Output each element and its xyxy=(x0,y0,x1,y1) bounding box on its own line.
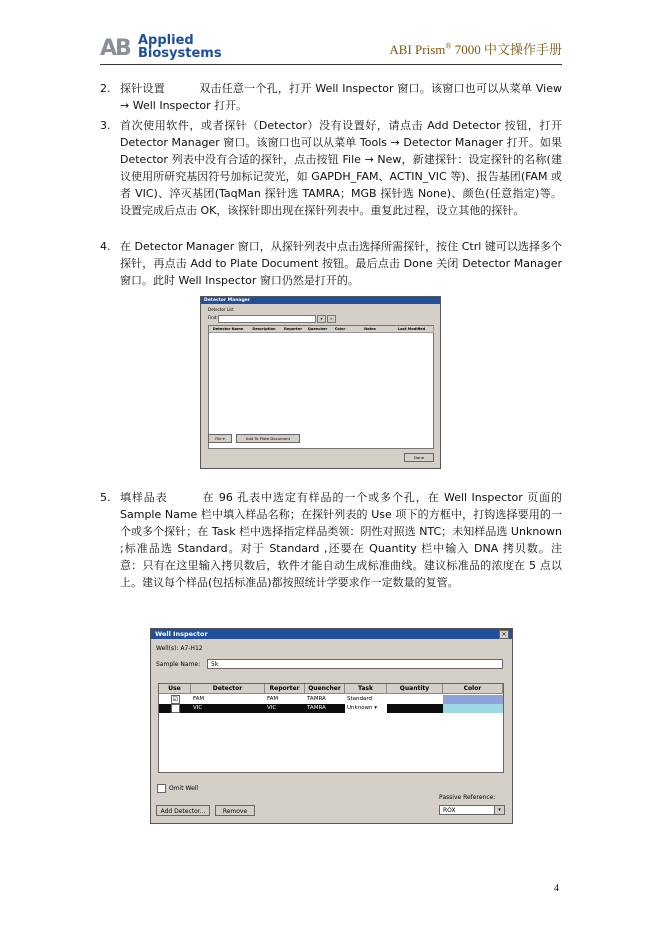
detector-list[interactable] xyxy=(208,325,434,449)
step-heading: 探针设置 xyxy=(120,82,165,95)
file-menu-button[interactable]: File ▾ xyxy=(208,434,232,443)
passive-reference-label: Passive Reference: xyxy=(439,794,496,801)
omit-well-checkbox[interactable] xyxy=(157,784,166,793)
table-row[interactable]: ☑ VIC VIC TAMRA Unknown ▾ xyxy=(159,704,503,713)
sample-name-label: Sample Name: xyxy=(156,661,201,668)
color-swatch[interactable] xyxy=(443,695,503,704)
add-to-plate-document-button[interactable]: Add To Plate Document xyxy=(236,434,300,443)
column-header: Task xyxy=(345,684,387,694)
column-header: Quantity xyxy=(387,684,443,694)
detector-grid xyxy=(158,683,504,773)
table-row[interactable]: ☑ FAM FAM TAMRA Standard xyxy=(159,695,503,704)
column-header[interactable]: Notes xyxy=(350,326,391,333)
column-header[interactable]: Quencher xyxy=(305,326,331,333)
task-select[interactable]: Standard xyxy=(347,696,373,702)
column-header: Use xyxy=(159,684,191,694)
manual-title: ABI Prism® 7000 中文操作手册 xyxy=(389,41,562,57)
column-header[interactable]: Last Modified xyxy=(390,326,434,333)
find-input[interactable] xyxy=(218,315,316,323)
window-title: Detector Manager xyxy=(201,297,440,304)
column-header: Color xyxy=(443,684,503,694)
step-text: 双击任意一个孔，打开 Well Inspector 窗口。该窗口也可以从菜单 View → Well Inspector 打开。 xyxy=(120,82,562,112)
column-header[interactable]: Reporter xyxy=(281,326,306,333)
window-title: Well Inspector xyxy=(151,629,512,639)
well-inspector-window xyxy=(150,628,513,824)
logo-line-1: Applied xyxy=(138,33,194,48)
column-header[interactable]: Detector Name xyxy=(209,326,248,333)
color-swatch[interactable] xyxy=(443,704,503,713)
step-text: 在 96 孔表中选定有样品的一个或多个孔，在 Well Inspector 页面的 Sample Name 栏中填入样品名称；在探针列表的 Use 项下的方框中，打钩选择要用的一个或多个探针；在 Task 栏中选择指定样品类领：阴性对照选 NTC；未知样品选 Unknown ;标准品选 Standard。对于 Standard ,还要在 Quantity 栏中输入 DNA 拷贝数。注 意：只有在这里输入拷贝数后，软件才能自动生成标准曲线。建议标准品的浓度在 5 点以上。建议每个样品(包括标准品)都按照统计学要求作一定数量的复管。 xyxy=(120,491,573,589)
logo-mark: AB xyxy=(100,36,130,61)
sample-name-input[interactable]: 5k xyxy=(207,659,503,669)
use-checkbox[interactable]: ☑ xyxy=(172,696,179,703)
detector-manager-window xyxy=(200,296,441,469)
step-text: 在 Detector Manager 窗口，从探针列表中点击选择所需探针，按住 Ctrl 键可以选择多个探针，再点击 Add to Plate Document 按钮。最后点击 Done 关闭 Detector Manager 窗口。此时 Well Inspector 窗口仍然是打开的。 xyxy=(120,240,562,287)
page-number: 4 xyxy=(554,883,559,894)
done-button[interactable]: Done xyxy=(404,453,434,462)
use-checkbox[interactable]: ☑ xyxy=(172,705,179,712)
add-detector-button[interactable]: Add Detector... xyxy=(156,805,210,816)
find-label: Find: xyxy=(208,315,218,320)
step-heading: 填样品表 xyxy=(120,491,168,504)
column-header: Reporter xyxy=(265,684,305,694)
close-icon[interactable]: × xyxy=(499,630,509,639)
column-header: Quencher xyxy=(305,684,345,694)
passive-reference-select[interactable]: ROX ▾ xyxy=(439,805,505,815)
logo-line-2: Biosystems xyxy=(138,46,222,61)
column-header[interactable]: Color xyxy=(330,326,351,333)
omit-well-label: Omit Well xyxy=(169,785,199,792)
quantity-input[interactable] xyxy=(387,695,443,704)
task-select[interactable]: Unknown ▾ xyxy=(345,704,387,713)
step-text: 首次使用软件，或者探针（Detector）没有设置好，请点击 Add Detector 按钮，打开 Detector Manager 窗口。该窗口也可以从菜单 Tools → Detector Manager 打开。如果 Detector 列表中没有合适的探针，点击按钮 File → New，新建探针：设定探针的名称(建议使用所研究基因符号加标记荧光，如 GAPDH_FAM、ACTIN_VIC 等)、报告基团(FAM 或者 VIC)、淬灭基团(TaqMan 探针选 TAMRA；MGB 探针选 None)、颜色(任意指定)等。设置完成后点击 OK，该探针即出现在探针列表中。重复此过程，设立其他的探针。 xyxy=(120,119,562,217)
find-dropdown-button[interactable]: ▾ xyxy=(317,315,326,323)
column-header[interactable]: Description xyxy=(247,326,282,333)
remove-button[interactable]: Remove xyxy=(215,805,255,816)
page-header xyxy=(100,30,562,65)
column-header: Detector xyxy=(191,684,265,694)
quantity-input[interactable] xyxy=(387,704,443,713)
chevron-down-icon[interactable]: ▾ xyxy=(494,806,504,814)
detector-list-label: Detector List xyxy=(208,307,234,312)
wells-label: Well(s): A7-H12 xyxy=(156,645,203,652)
find-search-button[interactable]: » xyxy=(327,315,336,323)
